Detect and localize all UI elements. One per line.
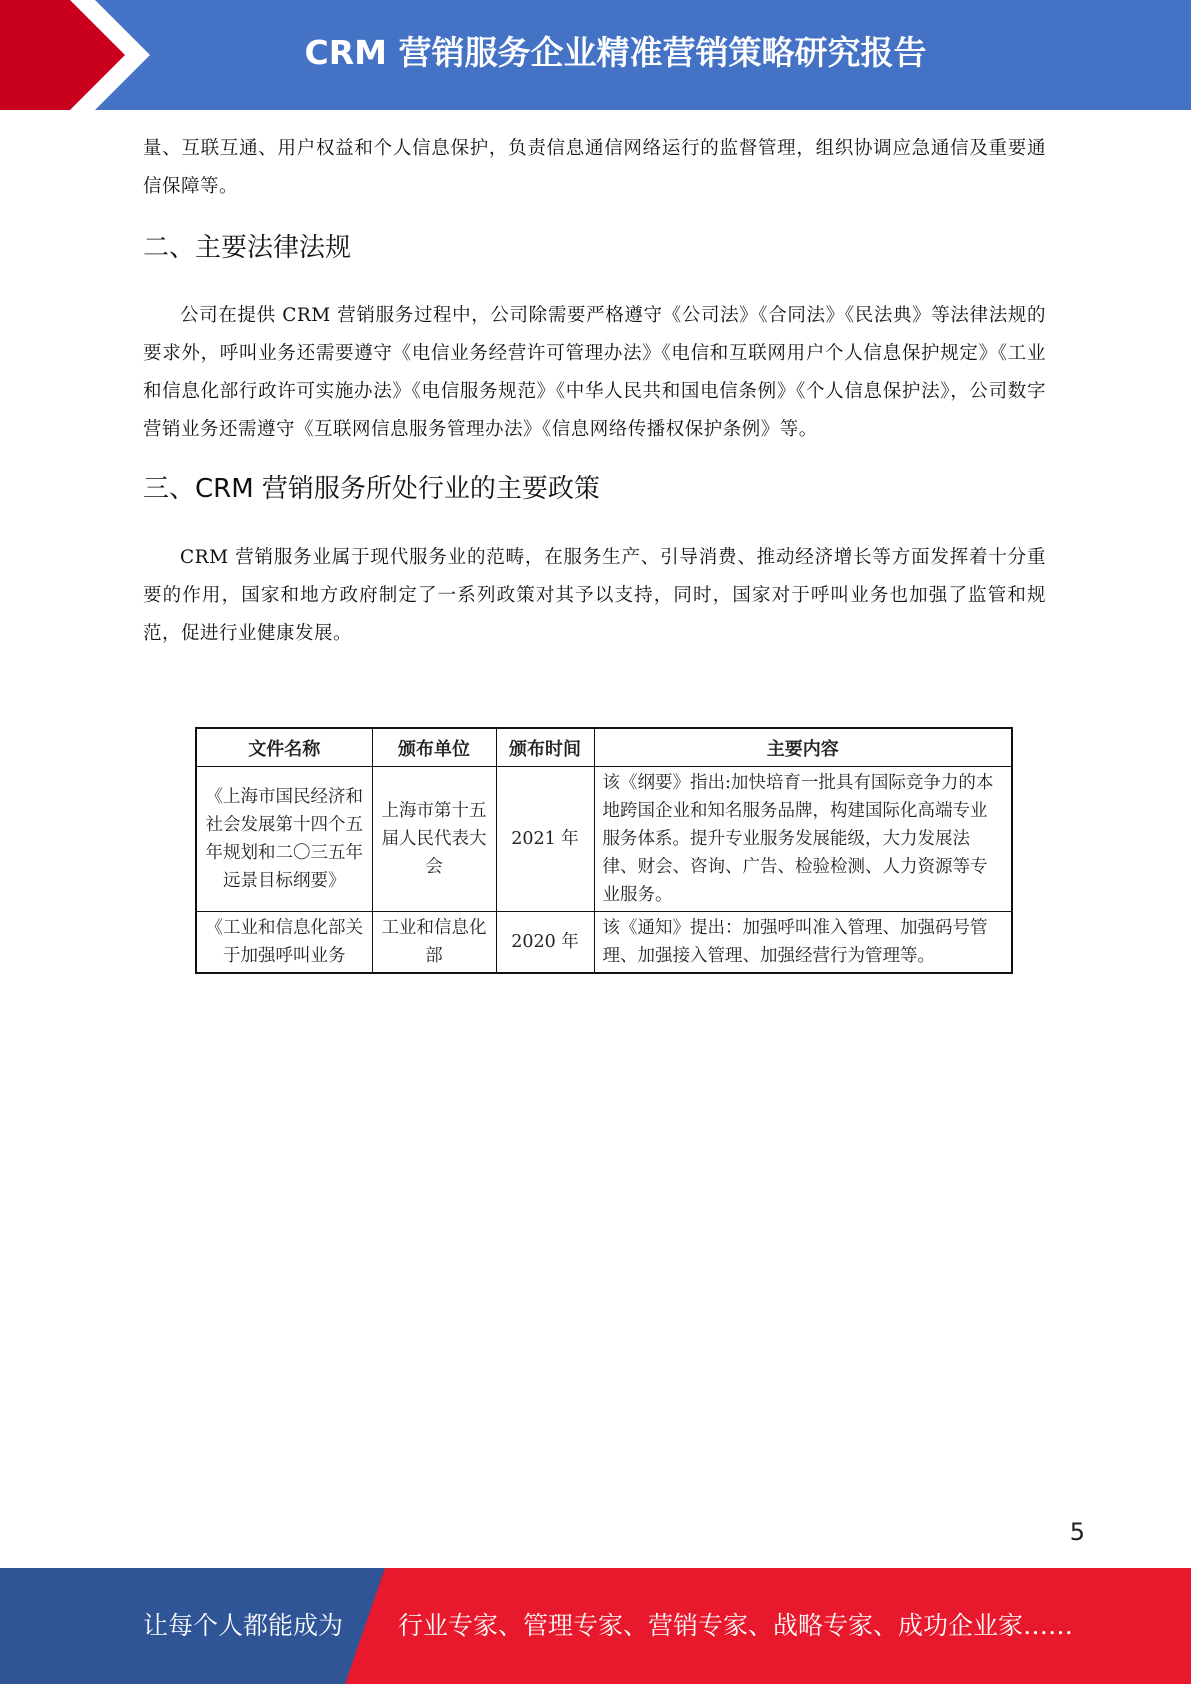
table-row [196, 912, 1012, 974]
cell-date: 2020 年 [496, 912, 594, 974]
cell-doc-name [196, 912, 372, 974]
section-heading-policies: 三、CRM 营销服务所处行业的主要政策 [143, 474, 600, 504]
cell-content: 该《通知》提出：加强呼叫准入管理、加强码号管理、加强接入管理、加强经营行为管理等。 [594, 912, 1012, 974]
header-doc-name: 文件名称 [196, 728, 372, 767]
cell-issuer: 工业和信息化部 [372, 912, 496, 974]
footer-slogan-right: 行业专家、管理专家、营销专家、战略专家、成功企业家…… [398, 1611, 1074, 1640]
page-number: 5 [1069, 1518, 1085, 1546]
continued-paragraph: 量、互联互通、用户权益和个人信息保护，负责信息通信网络运行的监督管理，组织协调应急通信及重要通信保障等。 [143, 138, 1046, 197]
page-body [143, 130, 1046, 653]
report-title: CRM 营销服务企业精准营销策略研究报告 [304, 33, 927, 72]
section-heading-laws: 二、主要法律法规 [143, 233, 352, 263]
cell-content: 该《纲要》指出:加快培育一批具有国际竞争力的本地跨国企业和知名服务品牌，构建国际化高端专业服务体系。提升专业服务发展能级，大力发展法律、财会、咨询、广告、检验检测、人力资源等专业服务。 [594, 767, 1012, 912]
laws-paragraph: 公司在提供 CRM 营销服务过程中，公司除需要严格遵守《公司法》《合同法》《民法典》等法律法规的要求外，呼叫业务还需要遵守《电信业务经营许可管理办法》《电信和互联网用户个人信息保护规定》《工业和信息化部行政许可实施办法》《电信服务规范》《中华人民共和国电信条例》《个人信息保护法》，公司数字营销业务还需遵守《互联网信息服务管理办法》《信息网络传播权保护条例》等。 [143, 305, 1046, 440]
policy-table [195, 727, 1013, 974]
footer-slogan-left: 让每个人都能成为 [143, 1611, 344, 1640]
header-content: 主要内容 [594, 728, 1012, 767]
header-date: 颁布时间 [496, 728, 594, 767]
header-band [0, 0, 1191, 110]
table-header-row [196, 728, 1012, 767]
table-row [196, 767, 1012, 912]
cell-date: 2021 年 [496, 767, 594, 912]
cell-doc-name-text: 《工业和信息化部关于加强呼叫业务 [205, 918, 363, 966]
footer-band [0, 1568, 1191, 1684]
policies-paragraph: CRM 营销服务业属于现代服务业的范畴，在服务生产、引导消费、推动经济增长等方面发挥着十分重要的作用，国家和地方政府制定了一系列政策对其予以支持，同时，国家对于呼叫业务也加强了监管和规范，促进行业健康发展。 [143, 547, 1046, 644]
cell-doc-name: 《上海市国民经济和社会发展第十四个五年规划和二〇三五年远景目标纲要》 [196, 767, 372, 912]
header-chevron-graphic [0, 0, 160, 110]
header-issuer: 颁布单位 [372, 728, 496, 767]
policy-table-wrapper [195, 727, 1011, 974]
cell-issuer: 上海市第十五届人民代表大会 [372, 767, 496, 912]
